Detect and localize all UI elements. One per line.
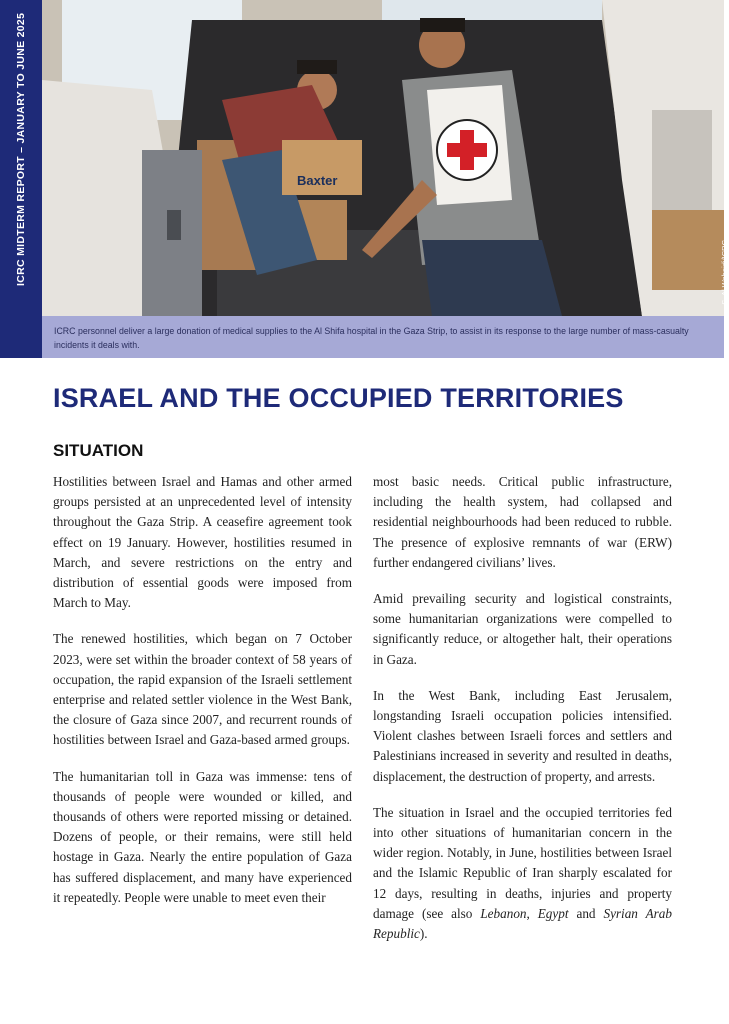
report-label: ICRC MIDTERM REPORT – JANUARY TO JUNE 2025 [15, 12, 27, 286]
cross-reference-link[interactable]: Lebanon [480, 905, 527, 921]
paragraph: In the West Bank, including East Jerusalem, longstanding Israeli occupation policies intensified. Violent clashes between Israeli forces and settlers and Palestinians increased in severity and resulted in deaths, displacement, the destruction of property, and arrests. [373, 687, 672, 784]
page-title: ISRAEL AND THE OCCUPIED TERRITORIES [53, 383, 624, 413]
photo-caption: ICRC personnel deliver a large donation of medical supplies to the Al Shifa hospital in the Gaza Strip, to assist in its response to the large number of mass-casualty incidents it deals with. [42, 316, 724, 358]
door-handle [167, 210, 181, 240]
header-photo [42, 0, 729, 316]
paragraph: The humanitarian toll in Gaza was immense: tens of thousands of people were wounded or killed, and thousands of others were reported missing or detained. Dozens of people, or their remains, were still held hostage in Gaza. Nearly the entire population of Gaza has suffered displacement, and many have experienced it repeatedly. People were unable to meet even their [53, 768, 352, 905]
paragraph-text: The situation in Israel and the occupied territories fed into other situations of humanitarian concern in the wider region. Notably, in June, hostilities between Israel and the Islamic Republic of Iran sharply escalated for 12 days, resulting in deaths, injuries and property damage (see also [373, 804, 672, 921]
photo-credit: S. Al Waheidi/ICRC [720, 240, 729, 305]
red-cross-horizontal [447, 143, 487, 157]
cross-reference-link[interactable]: Egypt [537, 905, 569, 921]
paragraph-text: ). [419, 926, 428, 942]
box-label: Baxter [297, 173, 338, 188]
sidebar-band [0, 0, 42, 358]
person-left-hair [297, 60, 337, 74]
section-heading: SITUATION [53, 441, 144, 460]
person-right-jeans [422, 240, 562, 316]
paragraph: Amid prevailing security and logistical constraints, some humanitarian organizations were compelled to significantly reduce, or altogether halt, their operations in Gaza. [373, 591, 672, 667]
door-window [652, 110, 712, 210]
person-right-hair [420, 18, 465, 32]
separator: and [568, 905, 604, 921]
paragraph [373, 803, 672, 944]
photo-illustration [42, 0, 724, 316]
separator: , [526, 905, 538, 921]
paragraph: most basic needs. Critical public infrastructure, including the health system, had collapsed and residential neighbourhoods had been reduced to rubble. The presence of explosive remnants of war (ERW) further endangered civilians’ lives. [373, 474, 672, 570]
paragraph: The renewed hostilities, which began on 7 October 2023, were set within the broader context of 58 years of occupation, the rapid expansion of the Israeli settlement enterprise and related settler violence in the West Bank, the closure of Gaza since 2007, and recurrent rounds of hostilities between Israel and Gaza-based armed groups. [53, 631, 352, 748]
body-column-right [373, 472, 672, 960]
boxes-right [652, 210, 724, 290]
paragraph: Hostilities between Israel and Hamas and other armed groups persisted at an unprecedented level of intensity throughout the Gaza Strip. A ceasefire agreement took effect on 19 January. However, hostilities resumed in March, and severe restrictions on the entry and distribution of essential goods were imposed from March to May. [53, 474, 352, 611]
cross-reference-link[interactable]: Syrian Arab Republic [373, 905, 672, 942]
body-column-left [53, 472, 352, 924]
